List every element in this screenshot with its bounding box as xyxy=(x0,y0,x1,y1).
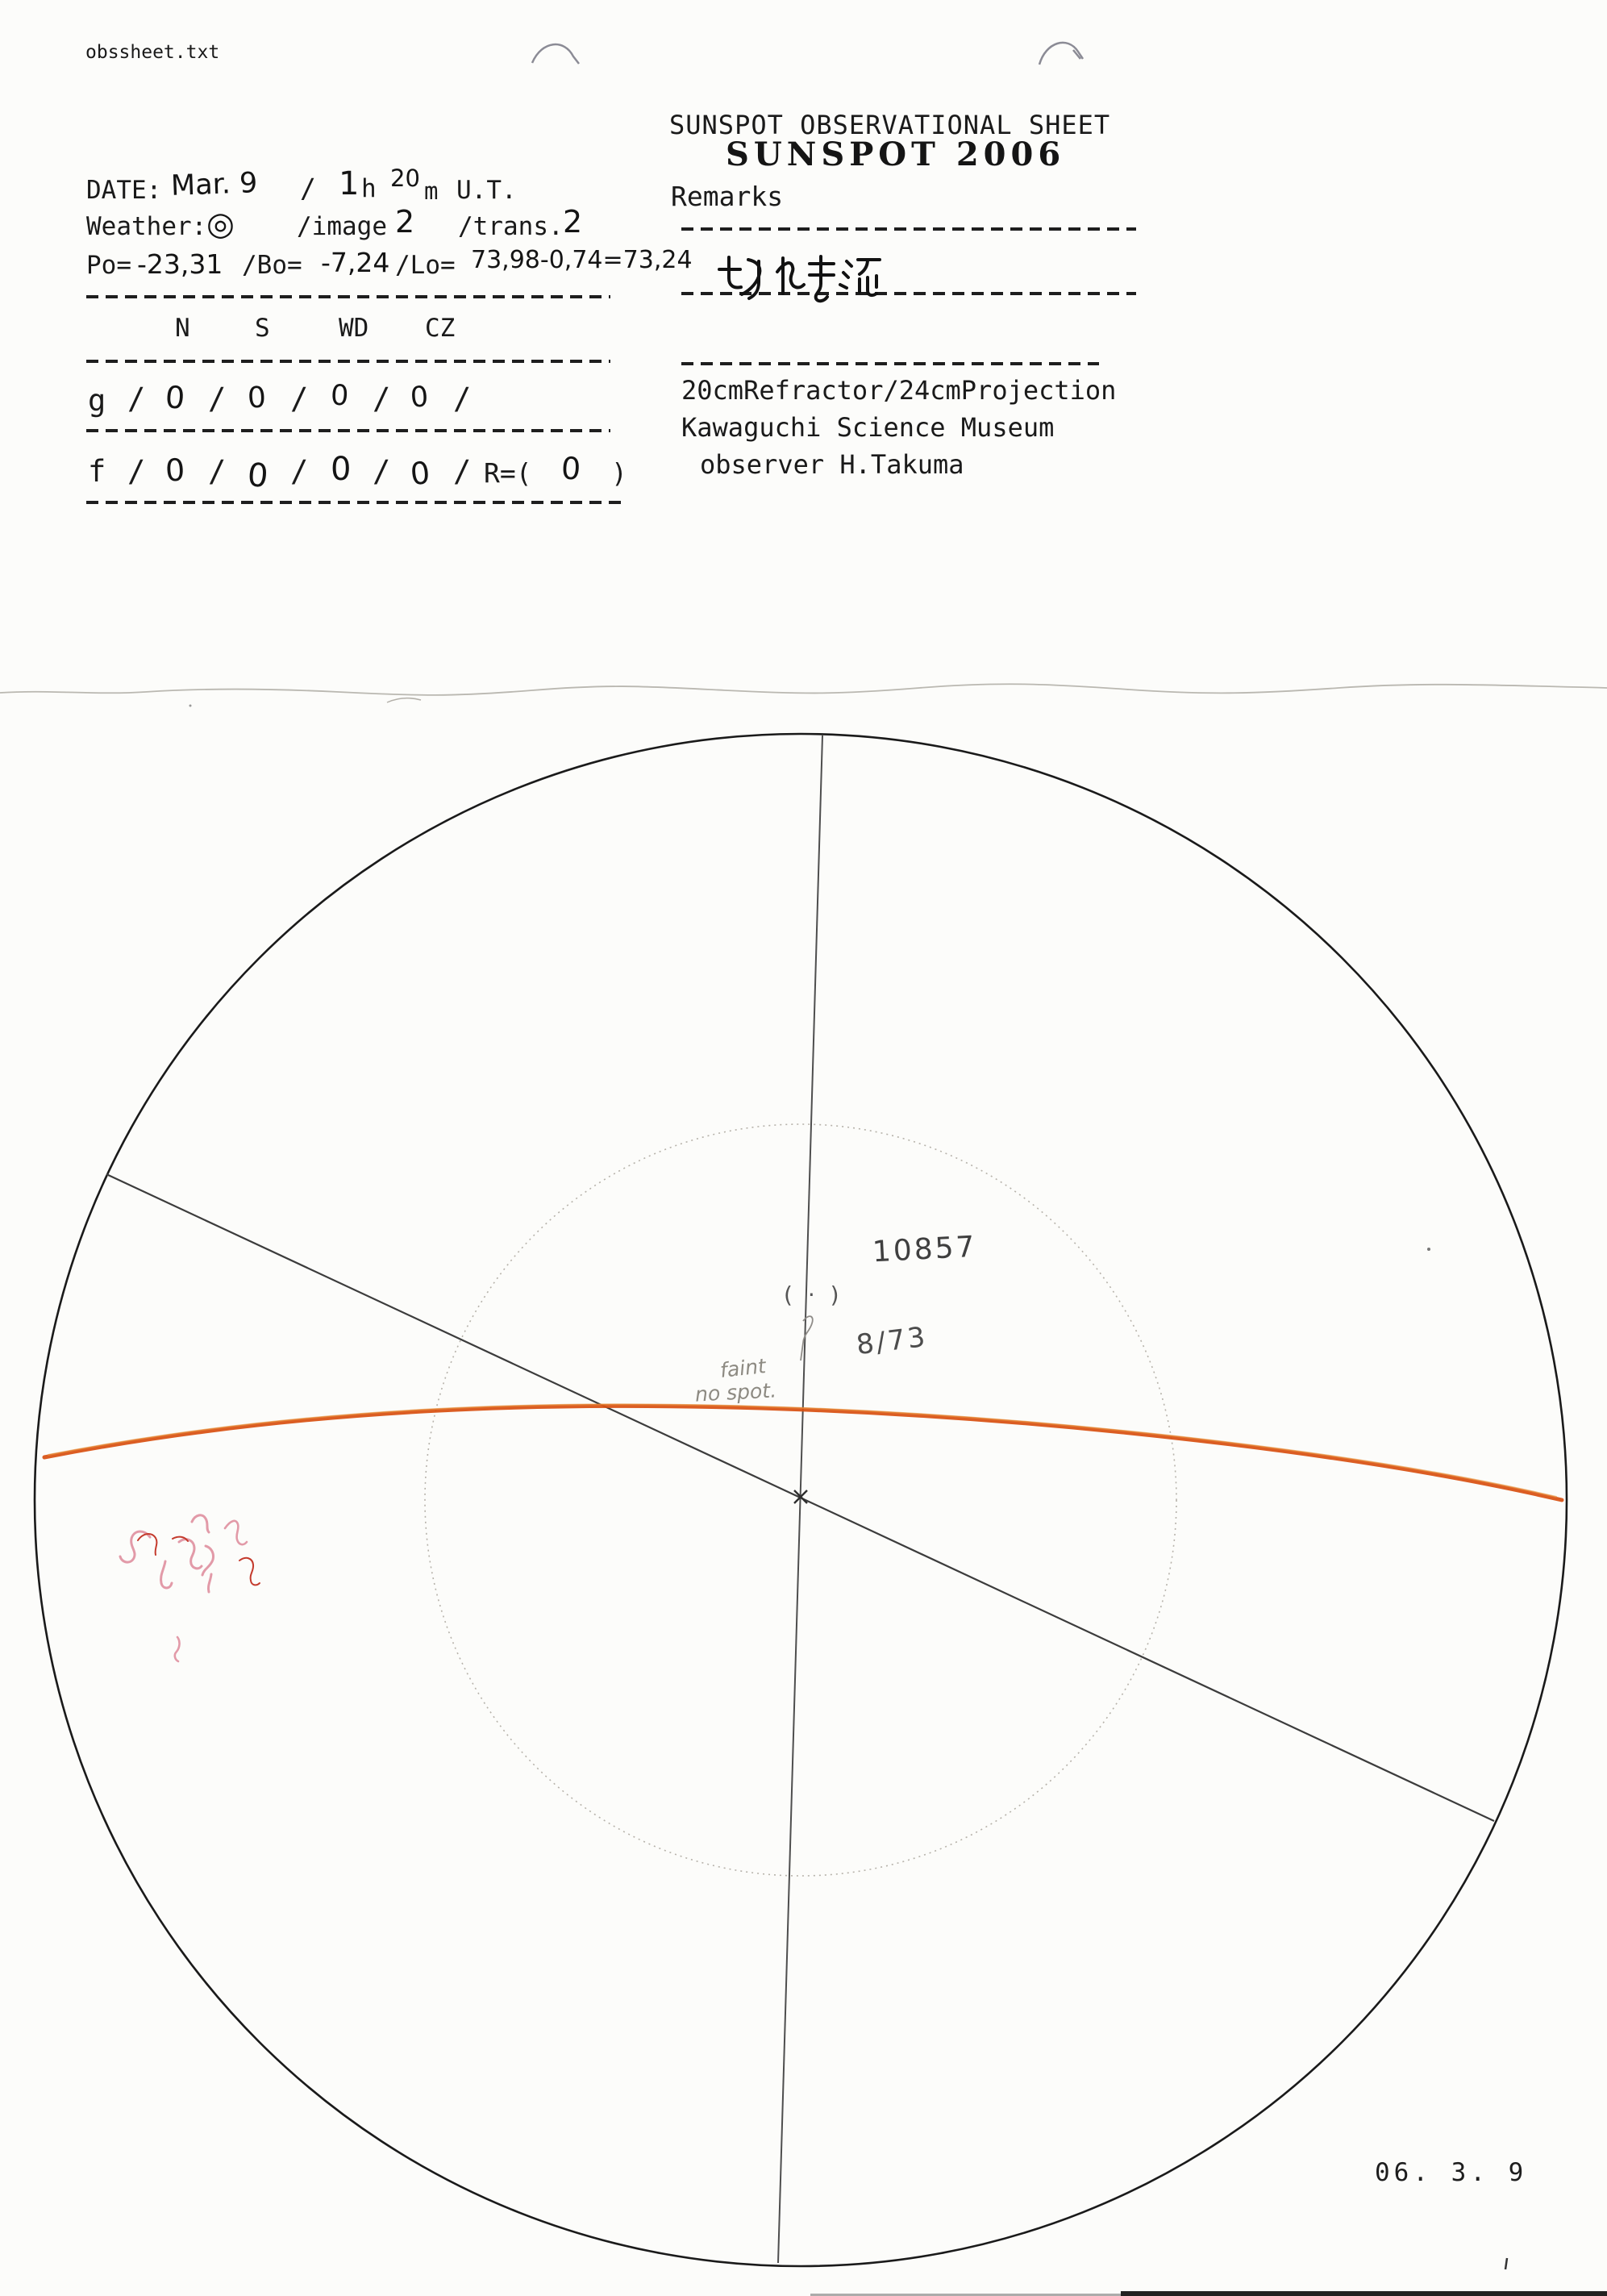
pencil-hook-mark xyxy=(801,1316,813,1361)
bo-label: /Bo= xyxy=(242,251,302,280)
image-value-handwritten: 2 xyxy=(395,204,415,240)
col-header-n: N xyxy=(175,314,190,343)
hour-unit-label: h xyxy=(361,174,377,203)
punch-hole-left-icon xyxy=(532,44,579,64)
sheet-title: SUNSPOT OBSERVATIONAL SHEET xyxy=(669,110,1111,140)
slash-sep: / xyxy=(453,381,472,416)
instrument-line: 20cmRefractor/24cmProjection xyxy=(681,375,1117,406)
f-value-s-handwritten: 0 xyxy=(246,456,270,496)
minute-unit-label: m xyxy=(424,177,439,205)
g-row-label: g xyxy=(88,383,106,418)
filename-label: obssheet.txt xyxy=(85,42,220,63)
remarks-label: Remarks xyxy=(671,181,784,212)
r-value-handwritten: 0 xyxy=(560,450,582,487)
observer-line: observer H.Takuma xyxy=(700,449,964,480)
r-close-label: ) xyxy=(611,457,627,489)
hour-value-handwritten: 1 xyxy=(339,165,360,202)
g-value-s-handwritten: 0 xyxy=(246,381,267,415)
ratio-annotation: 8/73 xyxy=(854,1320,930,1362)
weather-label: Weather: xyxy=(86,212,207,241)
slash-sep: / xyxy=(373,381,391,416)
g-value-cz-handwritten: 0 xyxy=(409,381,430,415)
weather-symbol-handwritten: ◎ xyxy=(206,206,235,243)
punch-hole-right-icon xyxy=(1039,43,1083,65)
red-sketch-region xyxy=(120,1515,260,1661)
lo-value-handwritten: 73,98-0,74=73,24 xyxy=(471,246,693,274)
active-region-number: 10857 xyxy=(871,1230,978,1269)
col-header-wd: WD xyxy=(339,314,369,343)
paper-speck xyxy=(189,705,192,707)
ut-label: U.T. xyxy=(456,176,517,205)
f-row-label: f xyxy=(88,454,106,489)
minute-value-handwritten: 20 xyxy=(390,165,420,192)
po-label: Po= xyxy=(86,251,131,280)
g-value-n-handwritten: 0 xyxy=(164,379,186,416)
vertical-axis-line xyxy=(778,735,822,2263)
scan-artifact-tick xyxy=(1505,2258,1507,2269)
po-value-handwritten: -23,31 xyxy=(137,248,223,280)
faint-note-line2: no spot. xyxy=(694,1378,777,1406)
slash-sep: / xyxy=(208,381,227,416)
bo-value-handwritten: -7,24 xyxy=(321,247,390,278)
remarks-handwriting-jp xyxy=(719,256,880,301)
g-value-wd-handwritten: 0 xyxy=(329,379,350,413)
lo-label: /Lo= xyxy=(395,251,456,280)
paper-tear-curl xyxy=(387,698,421,702)
scanner-edge-dark xyxy=(1121,2291,1607,2296)
sunspot-year-stamp: SUNSPOT 2006 xyxy=(726,135,1066,173)
col-header-s: S xyxy=(255,314,270,343)
col-header-cz: CZ xyxy=(425,314,456,343)
date-value-handwritten: Mar. 9 xyxy=(170,167,258,202)
faint-note-line1: faint xyxy=(718,1354,768,1382)
slash-sep: / xyxy=(290,454,309,489)
slash-sep: / xyxy=(127,381,146,416)
trans-value-handwritten: 2 xyxy=(563,204,583,240)
slash-sep: / xyxy=(453,454,472,489)
r-open-label: R=( xyxy=(484,457,532,489)
f-value-cz-handwritten: 0 xyxy=(408,454,432,493)
date-label: DATE: xyxy=(86,176,162,205)
date-separator: / xyxy=(300,173,316,204)
trans-label: /trans. xyxy=(458,212,564,241)
slash-sep: / xyxy=(373,454,391,489)
f-value-wd-handwritten: 0 xyxy=(331,451,352,488)
paper-speck xyxy=(1427,1248,1430,1251)
slash-sep: / xyxy=(208,454,227,489)
institution-line: Kawaguchi Science Museum xyxy=(681,412,1055,443)
image-label: /image xyxy=(297,212,387,241)
received-date-stamp: 06. 3. 9 xyxy=(1375,2158,1528,2187)
center-mark-annotation: ( · ) xyxy=(784,1281,843,1308)
slash-sep: / xyxy=(127,454,146,489)
paper-tear-line xyxy=(0,684,1607,695)
f-value-n-handwritten: 0 xyxy=(164,452,186,489)
slash-sep: / xyxy=(290,381,309,416)
